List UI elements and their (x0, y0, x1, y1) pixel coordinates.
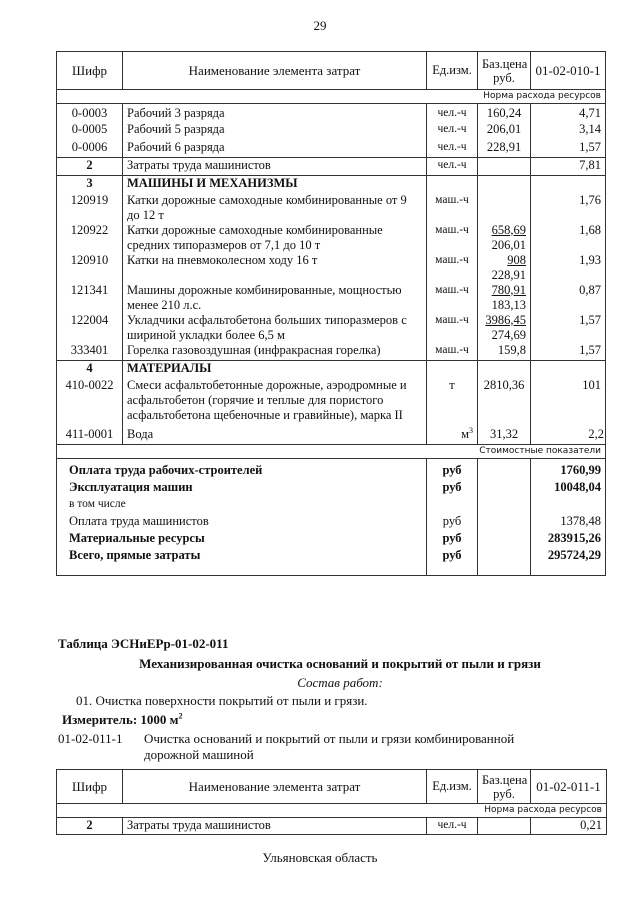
cost-name: Материальные ресурсы (57, 530, 427, 547)
header-price (478, 52, 531, 90)
row-code: 0-0005 (57, 122, 123, 140)
row-price-total: 658,69 (491, 222, 526, 237)
table-title: Таблица ЭСНиЕРр-01-02-011 (58, 636, 229, 651)
row-code: 122004 (57, 313, 123, 343)
row-code: 120922 (57, 223, 123, 253)
row-name: Рабочий 5 разряда (123, 122, 427, 140)
row-unit: маш.-ч (427, 223, 478, 253)
header-code: Шифр (57, 770, 123, 804)
row-name: Укладчики асфальтобетона больших типоразмеров с шириной укладки более 6,5 м (123, 313, 427, 343)
table-row (57, 427, 606, 445)
row-price-wage: 206,01 (491, 237, 526, 252)
row-price: 159,8 (478, 343, 531, 361)
header-name: Наименование элемента затрат (123, 52, 427, 90)
table-row (57, 343, 606, 361)
footer-region: Ульяновская область (262, 850, 378, 865)
row-norm: 1,57 (579, 139, 601, 154)
section-unit: чел.-ч (427, 158, 478, 176)
row-unit: маш.-ч (427, 253, 478, 283)
row-norm: 1,68 (579, 222, 601, 237)
row-code: 0-0003 (57, 104, 123, 122)
cost-unit: руб (427, 479, 478, 496)
cost-row (57, 479, 606, 496)
row-name: Смеси асфальтобетонные дорожные, аэродромные и асфальтобетон (горячие и теплые для пористого асфальтобетона щебеночные и гравийные), марка II (123, 378, 427, 427)
row-price-wage: 183,13 (491, 297, 526, 312)
table-row (57, 122, 606, 140)
header-price-line1: Баз.цена (482, 56, 528, 71)
row-price (478, 223, 531, 253)
row-norm: 4,71 (579, 106, 601, 120)
row-price-total: 3986,45 (485, 312, 526, 327)
table-row (57, 140, 606, 158)
row-unit: чел.-ч (427, 122, 478, 140)
row-norm: 0,21 (580, 818, 602, 832)
section-code: 2 (57, 158, 123, 176)
header-price-line1: Баз.цена (482, 772, 528, 787)
section-title: МАШИНЫ И МЕХАНИЗМЫ (123, 176, 427, 193)
page-number: 29 (313, 18, 327, 33)
row-unit: т (427, 378, 478, 427)
section-4-row (57, 361, 606, 378)
resource-table-01-02-010-1 (56, 51, 606, 576)
table-row (57, 378, 606, 427)
cost-name: Всего, прямые затраты (57, 547, 427, 575)
resource-table-01-02-011-1 (56, 769, 607, 835)
unit-superscript: 3 (469, 425, 473, 435)
cost-row (57, 513, 606, 530)
row-code: 120910 (57, 253, 123, 283)
row-code: 410-0022 (57, 378, 123, 427)
composition-label: Состав работ: (297, 675, 383, 690)
row-name: Рабочий 6 разряда (123, 140, 427, 158)
row-name: Затраты труда машинистов (123, 818, 427, 835)
section-norm: 7,81 (531, 158, 606, 176)
row-name: Рабочий 3 разряда (123, 104, 427, 122)
row-norm: 1,57 (579, 312, 601, 327)
cost-name: в том числе (57, 496, 427, 513)
header-price-line2: руб. (493, 70, 515, 85)
row-price: 228,91 (478, 140, 531, 158)
row-unit: маш.-ч (427, 193, 478, 223)
header-price (478, 770, 531, 804)
row-code: 333401 (57, 343, 123, 361)
cost-unit: руб (427, 547, 478, 575)
header-norm-code: 01-02-010-1 (531, 52, 606, 90)
item-code: 01-02-011-1 (58, 731, 123, 746)
row-name: Машины дорожные комбинированные, мощностью менее 210 л.с. (123, 283, 427, 313)
row-price: 31,32 (478, 427, 531, 445)
row-norm: 1,76 (579, 192, 601, 207)
header-unit: Ед.изм. (427, 770, 478, 804)
cost-value: 295724,29 (547, 548, 601, 562)
table-row (57, 193, 606, 223)
row-norm: 0,87 (579, 282, 601, 297)
header-unit: Ед.изм. (427, 52, 478, 90)
measure-text: Измеритель: 1000 м (62, 712, 179, 727)
table-row (57, 283, 606, 313)
unit-base: м (461, 426, 469, 441)
row-norm: 101 (582, 377, 601, 392)
table-row (57, 818, 607, 835)
cost-name: Оплата труда рабочих-строителей (57, 459, 427, 480)
cost-unit: руб (427, 459, 478, 480)
measure-superscript: 2 (178, 711, 183, 721)
row-code: 121341 (57, 283, 123, 313)
row-price-wage: 228,91 (491, 267, 526, 282)
cost-value: 10048,04 (554, 480, 601, 494)
cost-row (57, 496, 606, 513)
row-unit: чел.-ч (427, 104, 478, 122)
row-norm: 1,57 (579, 342, 601, 357)
header-name: Наименование элемента затрат (123, 770, 427, 804)
row-unit: маш.-ч (427, 283, 478, 313)
row-price-total: 780,91 (491, 282, 526, 297)
cost-value: 1760,99 (560, 463, 601, 477)
table-row (57, 104, 606, 122)
cost-unit: руб (427, 513, 478, 530)
header-norm-code: 01-02-011-1 (531, 770, 607, 804)
table-row (57, 223, 606, 253)
row-code: 2 (57, 818, 123, 835)
table-row (57, 313, 606, 343)
norm-label: Норма расхода ресурсов (57, 90, 606, 104)
row-price: 206,01 (478, 122, 531, 140)
row-code: 0-0006 (57, 140, 123, 158)
row-price (478, 313, 531, 343)
measure-label (62, 712, 183, 728)
row-name: Катки дорожные самоходные комбинированные от 9 до 12 т (123, 193, 427, 223)
row-name: Вода (123, 427, 427, 445)
operation-item: 01. Очистка поверхности покрытий от пыли и грязи. (76, 693, 368, 708)
row-norm: 2,2 (588, 426, 604, 441)
row-name: Катки на пневмоколесном ходу 16 т (123, 253, 427, 283)
section-code: 3 (57, 176, 123, 193)
cost-value: 1378,48 (560, 514, 601, 528)
header-price-line2: руб. (493, 786, 515, 801)
cost-row (57, 459, 606, 480)
header-code: Шифр (57, 52, 123, 90)
row-name: Горелка газовоздушная (инфракрасная горелка) (123, 343, 427, 361)
cost-name: Оплата труда машинистов (57, 513, 427, 530)
cost-value: 283915,26 (547, 531, 601, 545)
cost-row (57, 547, 606, 575)
norm-label: Норма расхода ресурсов (57, 804, 607, 818)
row-name: Катки дорожные самоходные комбинированные средних типоразмеров от 7,1 до 10 т (123, 223, 427, 253)
section-name: Затраты труда машинистов (123, 158, 427, 176)
cost-label: Стоимостные показатели (57, 445, 606, 459)
row-price (478, 253, 531, 283)
row-code: 411-0001 (57, 427, 123, 445)
table-subtitle: Механизированная очистка оснований и покрытий от пыли и грязи (139, 656, 541, 671)
item-description: Очистка оснований и покрытий от пыли и грязи комбинированной дорожной машиной (144, 731, 515, 762)
row-price (478, 283, 531, 313)
cost-unit: руб (427, 530, 478, 547)
cost-name: Эксплуатация машин (57, 479, 427, 496)
section-title: МАТЕРИАЛЫ (123, 361, 427, 378)
row-unit (427, 427, 478, 445)
section-code: 4 (57, 361, 123, 378)
section-2-row (57, 158, 606, 176)
row-price: 2810,36 (478, 378, 531, 427)
row-unit: чел.-ч (427, 818, 478, 835)
table-row (57, 253, 606, 283)
row-price: 160,24 (478, 104, 531, 122)
row-norm: 1,93 (579, 252, 601, 267)
row-unit: маш.-ч (427, 313, 478, 343)
row-unit: маш.-ч (427, 343, 478, 361)
row-price-wage: 274,69 (491, 327, 526, 342)
row-norm: 3,14 (579, 121, 601, 136)
section-3-row (57, 176, 606, 193)
row-price-total: 908 (507, 252, 526, 267)
row-code: 120919 (57, 193, 123, 223)
row-unit: чел.-ч (427, 140, 478, 158)
cost-row (57, 530, 606, 547)
